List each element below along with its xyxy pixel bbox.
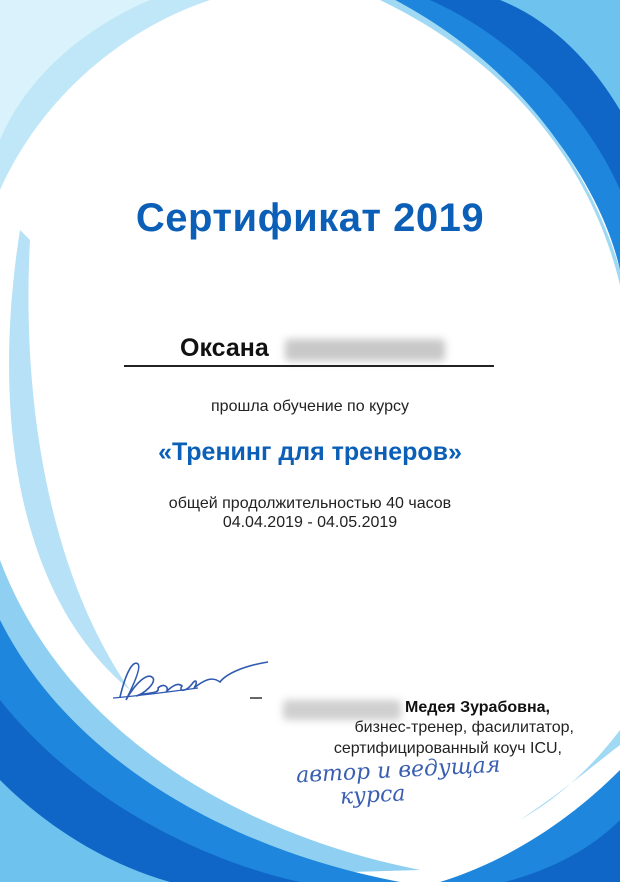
- handwritten-note-line2: курса: [339, 781, 407, 810]
- course-name: «Тренинг для тренеров»: [158, 438, 462, 466]
- handwritten-note-line1: автор и ведущая: [295, 752, 502, 789]
- trainer-role: бизнес-тренер, фасилитатор,: [354, 719, 574, 736]
- completed-course-text: прошла обучение по курсу: [211, 398, 409, 415]
- trainer-surname-redacted: [283, 700, 401, 720]
- signature-icon: [108, 652, 278, 712]
- recipient-surname-redacted: [285, 339, 445, 361]
- recipient-first-name: Оксана: [180, 334, 269, 362]
- certificate-title: Сертификат 2019: [135, 196, 485, 240]
- trainer-certification: сертифицированный коуч ICU,: [333, 740, 562, 757]
- name-underline: [124, 365, 494, 367]
- trainer-name: Медея Зурабовна,: [405, 699, 550, 716]
- signature-dash: [250, 697, 262, 699]
- course-dates: 04.04.2019 - 04.05.2019: [222, 514, 398, 531]
- course-duration: общей продолжительностью 40 часов: [168, 495, 452, 512]
